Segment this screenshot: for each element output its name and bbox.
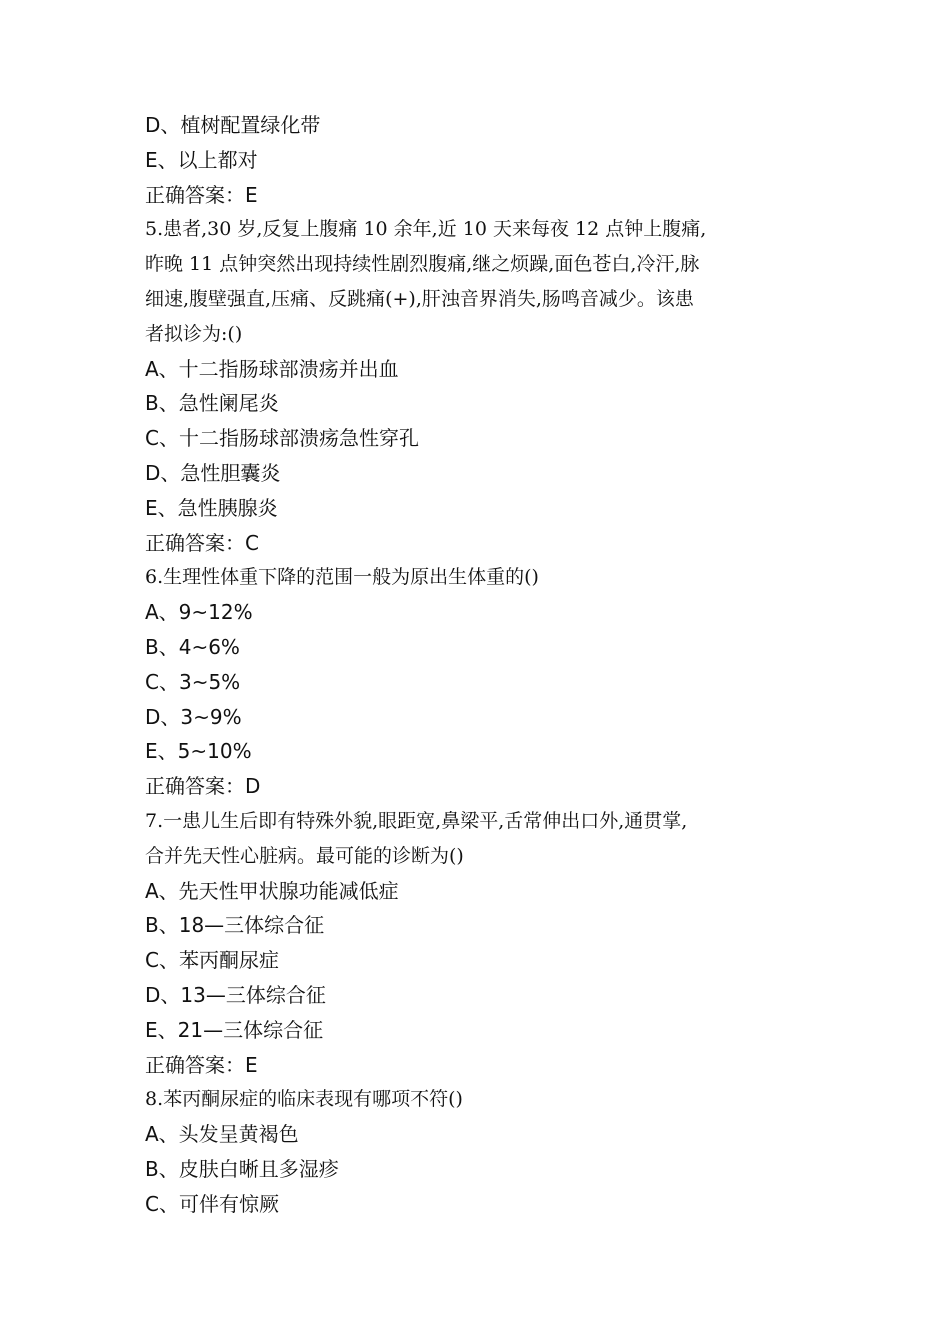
correct-answer: 正确答案：E <box>145 182 258 207</box>
answer-option: C、苯丙酮尿症 <box>145 948 279 973</box>
question-line: 6.生理性体重下降的范围一般为原出生体重的() <box>145 566 539 589</box>
question-line: 合并先天性心脏病。最可能的诊断为() <box>145 844 464 867</box>
answer-option: E、5~10% <box>145 739 252 764</box>
question-line: 7.一患儿生后即有特殊外貌,眼距宽,鼻梁平,舌常伸出口外,通贯掌, <box>145 809 688 832</box>
answer-option: A、9~12% <box>145 600 253 625</box>
answer-option: A、先天性甲状腺功能减低症 <box>145 878 399 903</box>
question-line: 5.患者,30 岁,反复上腹痛 10 余年,近 10 天来每夜 12 点钟上腹痛, <box>145 218 707 241</box>
exam-content <box>145 108 810 1222</box>
answer-option: E、以上都对 <box>145 147 258 172</box>
correct-answer: 正确答案：D <box>145 774 261 799</box>
correct-answer: 正确答案：E <box>145 1052 258 1077</box>
question-line: 细速,腹壁强直,压痛、反跳痛(+),肝浊音界消失,肠鸣音减少。该患 <box>145 287 694 310</box>
answer-option: D、植树配置绿化带 <box>145 113 321 137</box>
answer-option: C、3~5% <box>145 669 241 694</box>
answer-option: B、18—三体综合征 <box>145 913 325 938</box>
answer-option: C、可伴有惊厥 <box>145 1191 279 1216</box>
question-text <box>145 560 810 595</box>
answer-option: A、十二指肠球部溃疡并出血 <box>145 356 399 381</box>
answer-option: B、急性阑尾炎 <box>145 391 279 416</box>
answer-option: E、21—三体综合征 <box>145 1017 324 1042</box>
question-text <box>145 804 810 874</box>
answer-option: D、3~9% <box>145 704 242 729</box>
correct-answer: 正确答案：C <box>145 530 259 555</box>
question-line: 昨晚 11 点钟突然出现持续性剧烈腹痛,继之烦躁,面色苍白,冷汗,脉 <box>145 253 700 276</box>
answer-option: B、4~6% <box>145 634 240 659</box>
answer-option: D、急性胆囊炎 <box>145 460 281 485</box>
question-text <box>145 1082 810 1117</box>
answer-option: E、急性胰腺炎 <box>145 495 278 520</box>
answer-option: B、皮肤白晰且多湿疹 <box>145 1156 339 1181</box>
answer-option: C、十二指肠球部溃疡急性穿孔 <box>145 426 419 451</box>
answer-option: A、头发呈黄褐色 <box>145 1122 299 1147</box>
answer-option: D、13—三体综合征 <box>145 982 326 1007</box>
question-text <box>145 212 810 351</box>
question-line: 8.苯丙酮尿症的临床表现有哪项不符() <box>145 1088 463 1111</box>
question-line: 者拟诊为:() <box>145 322 243 345</box>
